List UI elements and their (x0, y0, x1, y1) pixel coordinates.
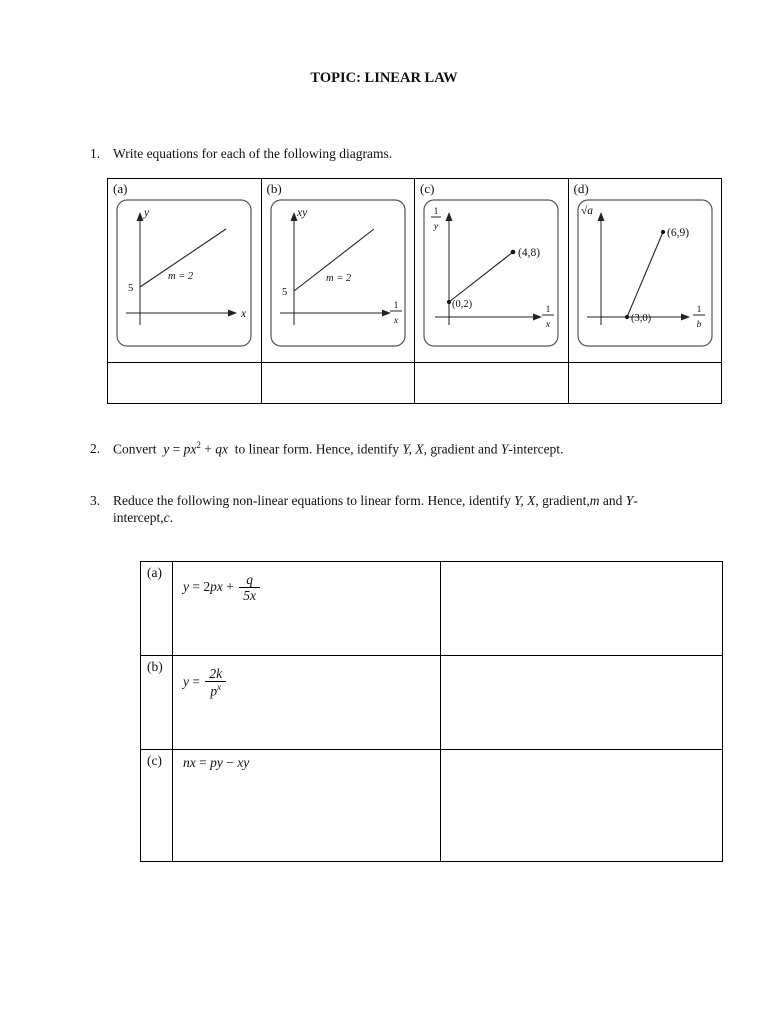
x-axis-arrow-icon (681, 313, 690, 320)
y-axis-label: √a (580, 204, 593, 217)
point-high-label: (4,8) (518, 246, 541, 259)
row-c-answer-cell (441, 749, 723, 861)
row-a-equation: y = 2px + $\frac{q}{5x}$ (173, 561, 441, 655)
diagram-a-label: (a) (113, 180, 128, 196)
x-fraction-numerator: 1 (696, 304, 702, 315)
answer-row (108, 362, 722, 403)
x-axis (280, 309, 391, 316)
table-row (141, 655, 723, 749)
diagram-b-wrap (262, 199, 415, 347)
row-b-equation: y = $\frac{2k}{p^x}$ (173, 655, 441, 749)
y-axis (290, 212, 297, 325)
x-axis-fraction-label (390, 301, 402, 326)
point-low-dot (625, 314, 629, 318)
data-line (627, 232, 663, 317)
data-line (449, 252, 513, 302)
diagram-row (108, 178, 722, 362)
y-axis (137, 212, 144, 325)
y-axis-label: xy (296, 206, 307, 219)
diagram-c-graph (423, 199, 559, 347)
row-a-label: (a) (141, 561, 173, 655)
diagram-cell-c (415, 178, 569, 362)
gradient-label: m = 2 (168, 270, 194, 282)
question-3 (90, 492, 768, 527)
point-high-label: (6,9) (666, 226, 689, 239)
graph-frame (578, 200, 712, 346)
intercept-label: 5 (128, 282, 134, 294)
question-2-text: Convert $y = px^2$ + qx to linear form. Hence, identify Y, X, gradient and Y-intercept. (113, 439, 564, 457)
x-axis-fraction-label (542, 305, 554, 330)
x-fraction-numerator: 1 (545, 304, 551, 315)
diagram-d-label: (d) (573, 180, 589, 196)
diagram-b-label: (b) (266, 180, 282, 196)
row-c-equation: nx = py − xy (173, 749, 441, 861)
x-axis-label: x (241, 307, 247, 320)
point-high-dot (661, 229, 665, 233)
answer-cell-a (108, 362, 262, 403)
x-fraction-denominator: x (393, 315, 398, 326)
y-fraction-denominator: y (434, 221, 439, 232)
diagram-cell-b (261, 178, 415, 362)
x-axis-arrow-icon (228, 309, 237, 316)
row-b-answer-cell (441, 655, 723, 749)
question-3-text: Reduce the following non-linear equations to linear form. Hence, identify Y, X, gradient,m and Y- intercept,c. (113, 492, 638, 526)
diagram-cell-d (568, 178, 722, 362)
x-axis (126, 309, 237, 316)
diagram-d-graph (577, 199, 713, 347)
diagram-c-label: (c) (420, 180, 435, 196)
answer-cell-b (261, 362, 415, 403)
x-fraction-numerator: 1 (393, 300, 399, 311)
graph-frame (424, 200, 558, 346)
question-3-number: 3. (90, 492, 101, 508)
point-low-label: (0,2) (452, 298, 473, 310)
point-low-label: (3,0) (630, 312, 651, 324)
diagram-c-wrap (415, 199, 568, 347)
intercept-label: 5 (281, 286, 287, 298)
x-axis-arrow-icon (382, 309, 391, 316)
row-b-label: (b) (141, 655, 173, 749)
diagram-a-wrap (108, 199, 261, 347)
answer-cell-c (415, 362, 569, 403)
x-axis (435, 313, 542, 320)
diagram-d-wrap (569, 199, 722, 347)
x-axis-fraction-label (693, 305, 705, 330)
y-axis-label: y (144, 206, 150, 219)
q1-diagram-table (107, 178, 722, 404)
point-low-dot (447, 299, 451, 303)
question-1 (90, 145, 768, 163)
page-title: TOPIC: LINEAR LAW (310, 70, 458, 86)
diagram-b-graph (270, 199, 406, 347)
y-axis (597, 212, 604, 325)
row-c-label: (c) (141, 749, 173, 861)
y-axis-fraction-label (431, 207, 441, 232)
x-fraction-denominator: b (696, 319, 702, 330)
answer-cell-d (568, 362, 722, 403)
diagram-a-graph (116, 199, 252, 347)
question-1-text: Write equations for each of the following diagrams. (113, 146, 393, 161)
x-fraction-denominator: x (546, 319, 551, 330)
question-2-number: 2. (90, 440, 101, 456)
y-axis-arrow-icon (446, 212, 453, 221)
y-axis-arrow-icon (597, 212, 604, 221)
question-2 (90, 440, 768, 458)
y-axis-arrow-icon (137, 212, 144, 221)
point-high-dot (511, 249, 516, 254)
q3-equation-table (140, 561, 723, 862)
y-fraction-numerator: 1 (433, 206, 439, 217)
gradient-label: m = 2 (325, 272, 351, 284)
x-axis-arrow-icon (533, 313, 542, 320)
table-row (141, 749, 723, 861)
row-a-answer-cell (441, 561, 723, 655)
diagram-cell-a (108, 178, 262, 362)
table-row (141, 561, 723, 655)
question-1-number: 1. (90, 146, 101, 161)
